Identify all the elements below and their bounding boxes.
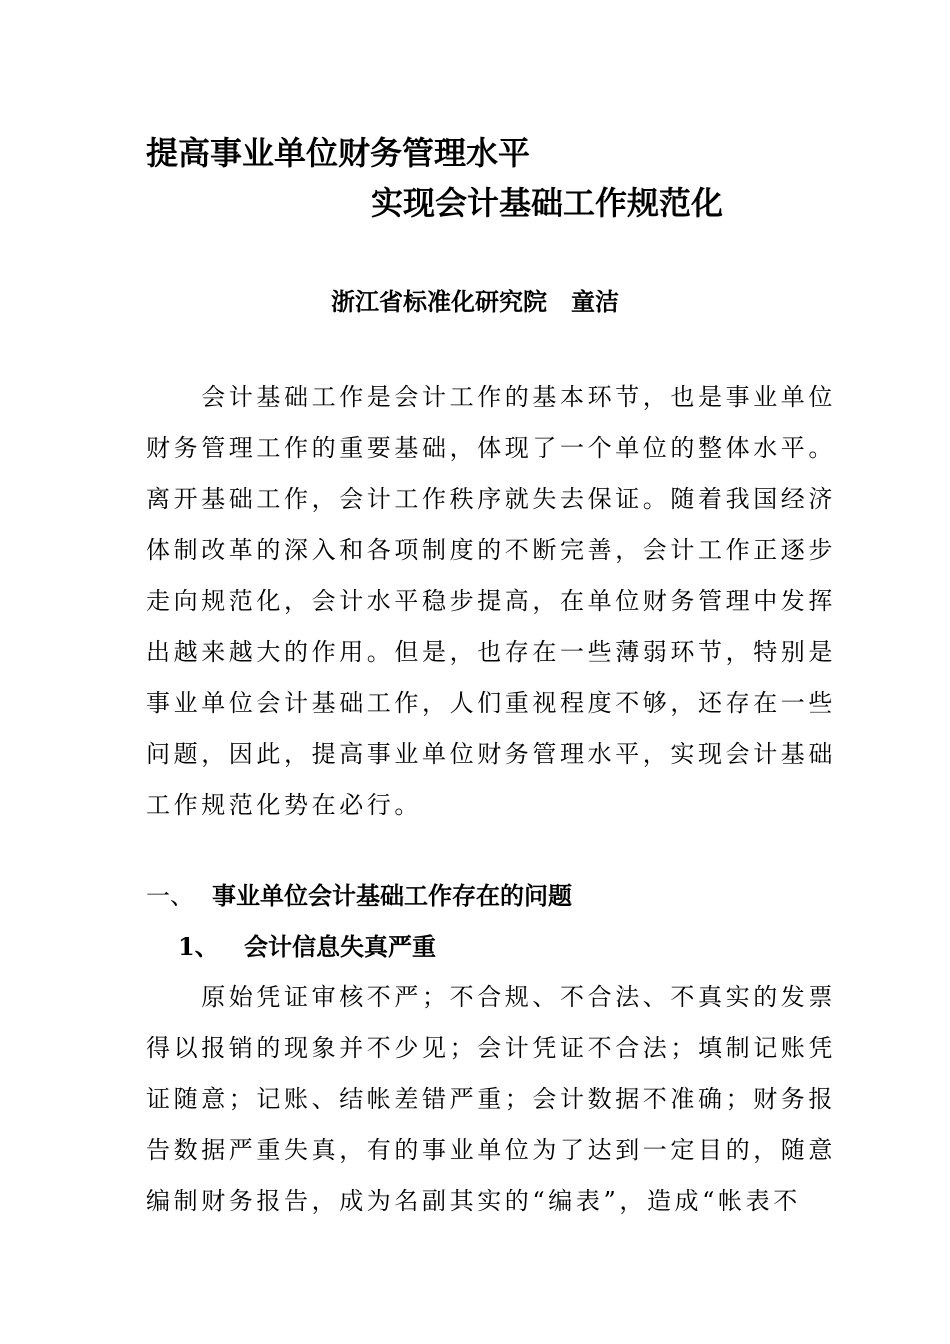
paragraph-line: 证随意；记账、结帐差错严重；会计数据不准确；财务报	[146, 1085, 836, 1113]
paragraph-line: 问题，因此，提高事业单位财务管理水平，实现会计基础	[146, 740, 836, 768]
paragraph-line: 财务管理工作的重要基础，体现了一个单位的整体水平。	[146, 434, 836, 462]
paragraph-line: 体制改革的深入和各项制度的不断完善，会计工作正逐步	[146, 536, 836, 564]
paragraph-line: 离开基础工作，会计工作秩序就失去保证。随着我国经济	[146, 485, 836, 513]
paragraph-line: 原始凭证审核不严；不合规、不合法、不真实的发票	[146, 983, 836, 1011]
section-number: 一、	[146, 882, 194, 910]
subsection-paragraph	[146, 972, 836, 1227]
paragraph-line: 事业单位会计基础工作，人们重视程度不够，还存在一些	[146, 689, 836, 717]
section-heading-1	[146, 876, 572, 911]
paragraph-line: 告数据严重失真，有的事业单位为了达到一定目的，随意	[146, 1136, 836, 1164]
paragraph-line: 工作规范化势在必行。	[146, 791, 422, 819]
author-line: 浙江省标准化研究院 童洁	[331, 287, 619, 316]
paragraph-line: 得以报销的现象并不少见；会计凭证不合法；填制记账凭	[146, 1034, 836, 1062]
section-title: 事业单位会计基础工作存在的问题	[212, 881, 572, 910]
subsection-number: 1、	[178, 932, 219, 961]
subsection-heading-1	[178, 927, 436, 962]
intro-paragraph	[146, 372, 836, 831]
subsection-title: 会计信息失真严重	[244, 932, 436, 961]
paragraph-line: 出越来越大的作用。但是，也存在一些薄弱环节，特别是	[146, 638, 836, 666]
paragraph-line: 走向规范化，会计水平稳步提高，在单位财务管理中发挥	[146, 587, 836, 615]
title-line-2: 实现会计基础工作规范化	[371, 184, 724, 222]
title-line-1: 提高事业单位财务管理水平	[146, 134, 531, 172]
paragraph-line: 会计基础工作是会计工作的基本环节，也是事业单位	[146, 383, 836, 411]
paragraph-line: 编制财务报告，成为名副其实的“编表”，造成“帐表不	[146, 1187, 801, 1215]
